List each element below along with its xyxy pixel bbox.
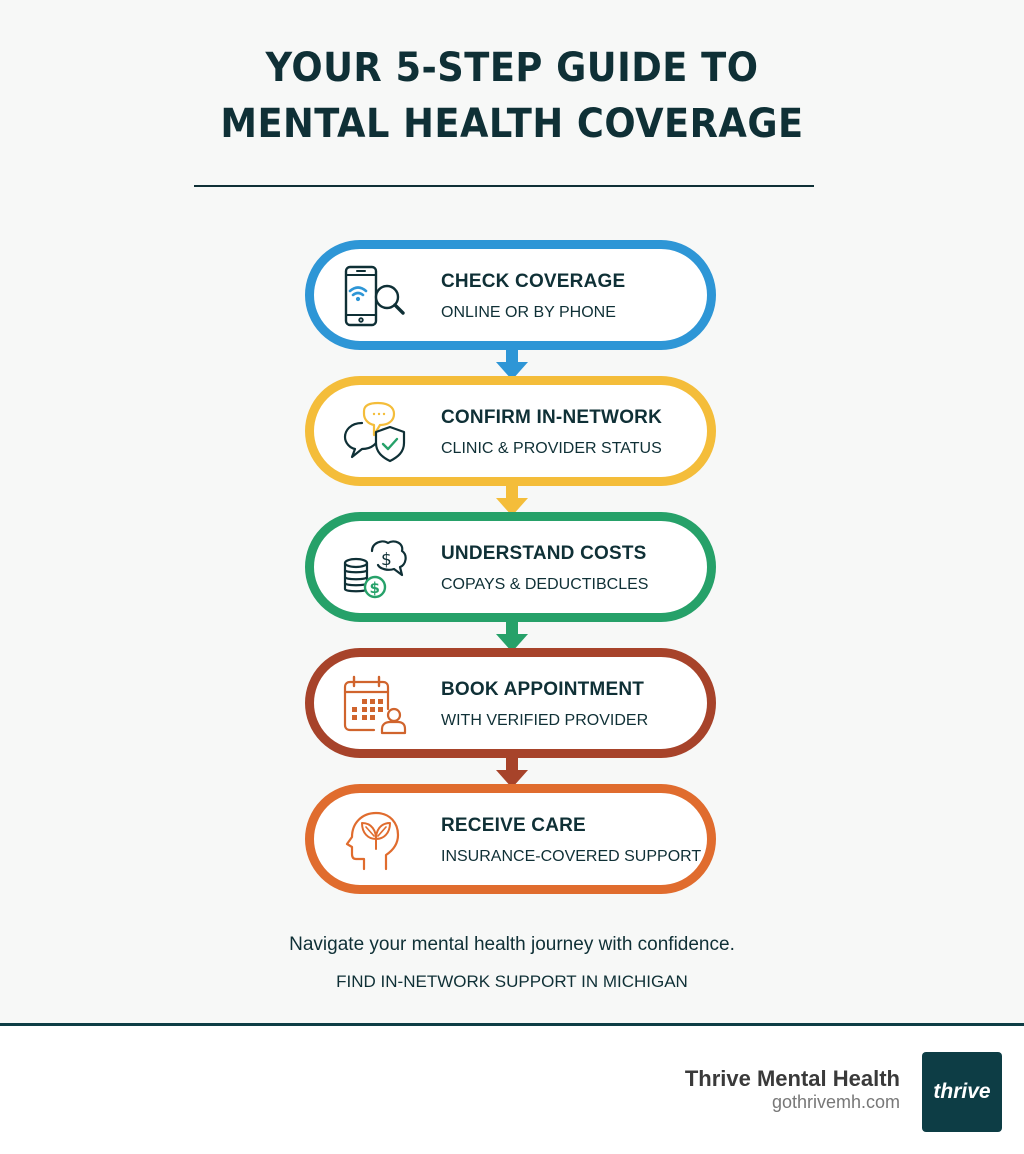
brand-url[interactable]: gothrivemh.com [771, 1092, 900, 1112]
coins-dollar-icon [342, 537, 408, 599]
brand-name: Thrive Mental Health [684, 1066, 900, 1091]
title-divider [194, 185, 814, 187]
step-title: CHECK COVERAGE [441, 271, 626, 292]
title-line-2: MENTAL HEALTH COVERAGE [220, 101, 804, 147]
brand-logo [922, 1052, 1002, 1132]
step-subtitle: INSURANCE-COVERED SUPPORT [441, 848, 702, 865]
step-receive-care [305, 784, 716, 894]
step-title: BOOK APPOINTMENT [441, 679, 645, 700]
step-book-appointment [305, 648, 716, 758]
step-subtitle: ONLINE OR BY PHONE [441, 304, 616, 321]
step-title: CONFIRM IN-NETWORK [441, 407, 663, 428]
step-title: UNDERSTAND COSTS [441, 543, 647, 564]
step-understand-costs [305, 512, 716, 622]
calendar-person-icon [342, 673, 408, 735]
chat-shield-check-icon [342, 401, 408, 463]
step-subtitle: WITH VERIFIED PROVIDER [441, 712, 649, 729]
phone-search-icon [342, 265, 408, 327]
cta-text: FIND IN-NETWORK SUPPORT IN MICHIGAN [336, 972, 688, 991]
tagline: Navigate your mental health journey with confidence. [289, 934, 735, 955]
step-subtitle: COPAYS & DEDUCTIBCLES [441, 576, 649, 593]
svg-text:$: $ [369, 579, 380, 597]
step-confirm-in-network [305, 376, 716, 486]
head-leaf-icon [342, 809, 408, 871]
step-title: RECEIVE CARE [441, 815, 586, 836]
step-subtitle: CLINIC & PROVIDER STATUS [441, 440, 662, 457]
page-title [41, 40, 983, 152]
title-line-1: YOUR 5-STEP GUIDE TO [265, 45, 759, 91]
step-check-coverage [305, 240, 716, 350]
footer [0, 1026, 1024, 1154]
svg-text:$: $ [381, 550, 392, 570]
brand-logo-text: thrive [933, 1080, 991, 1103]
